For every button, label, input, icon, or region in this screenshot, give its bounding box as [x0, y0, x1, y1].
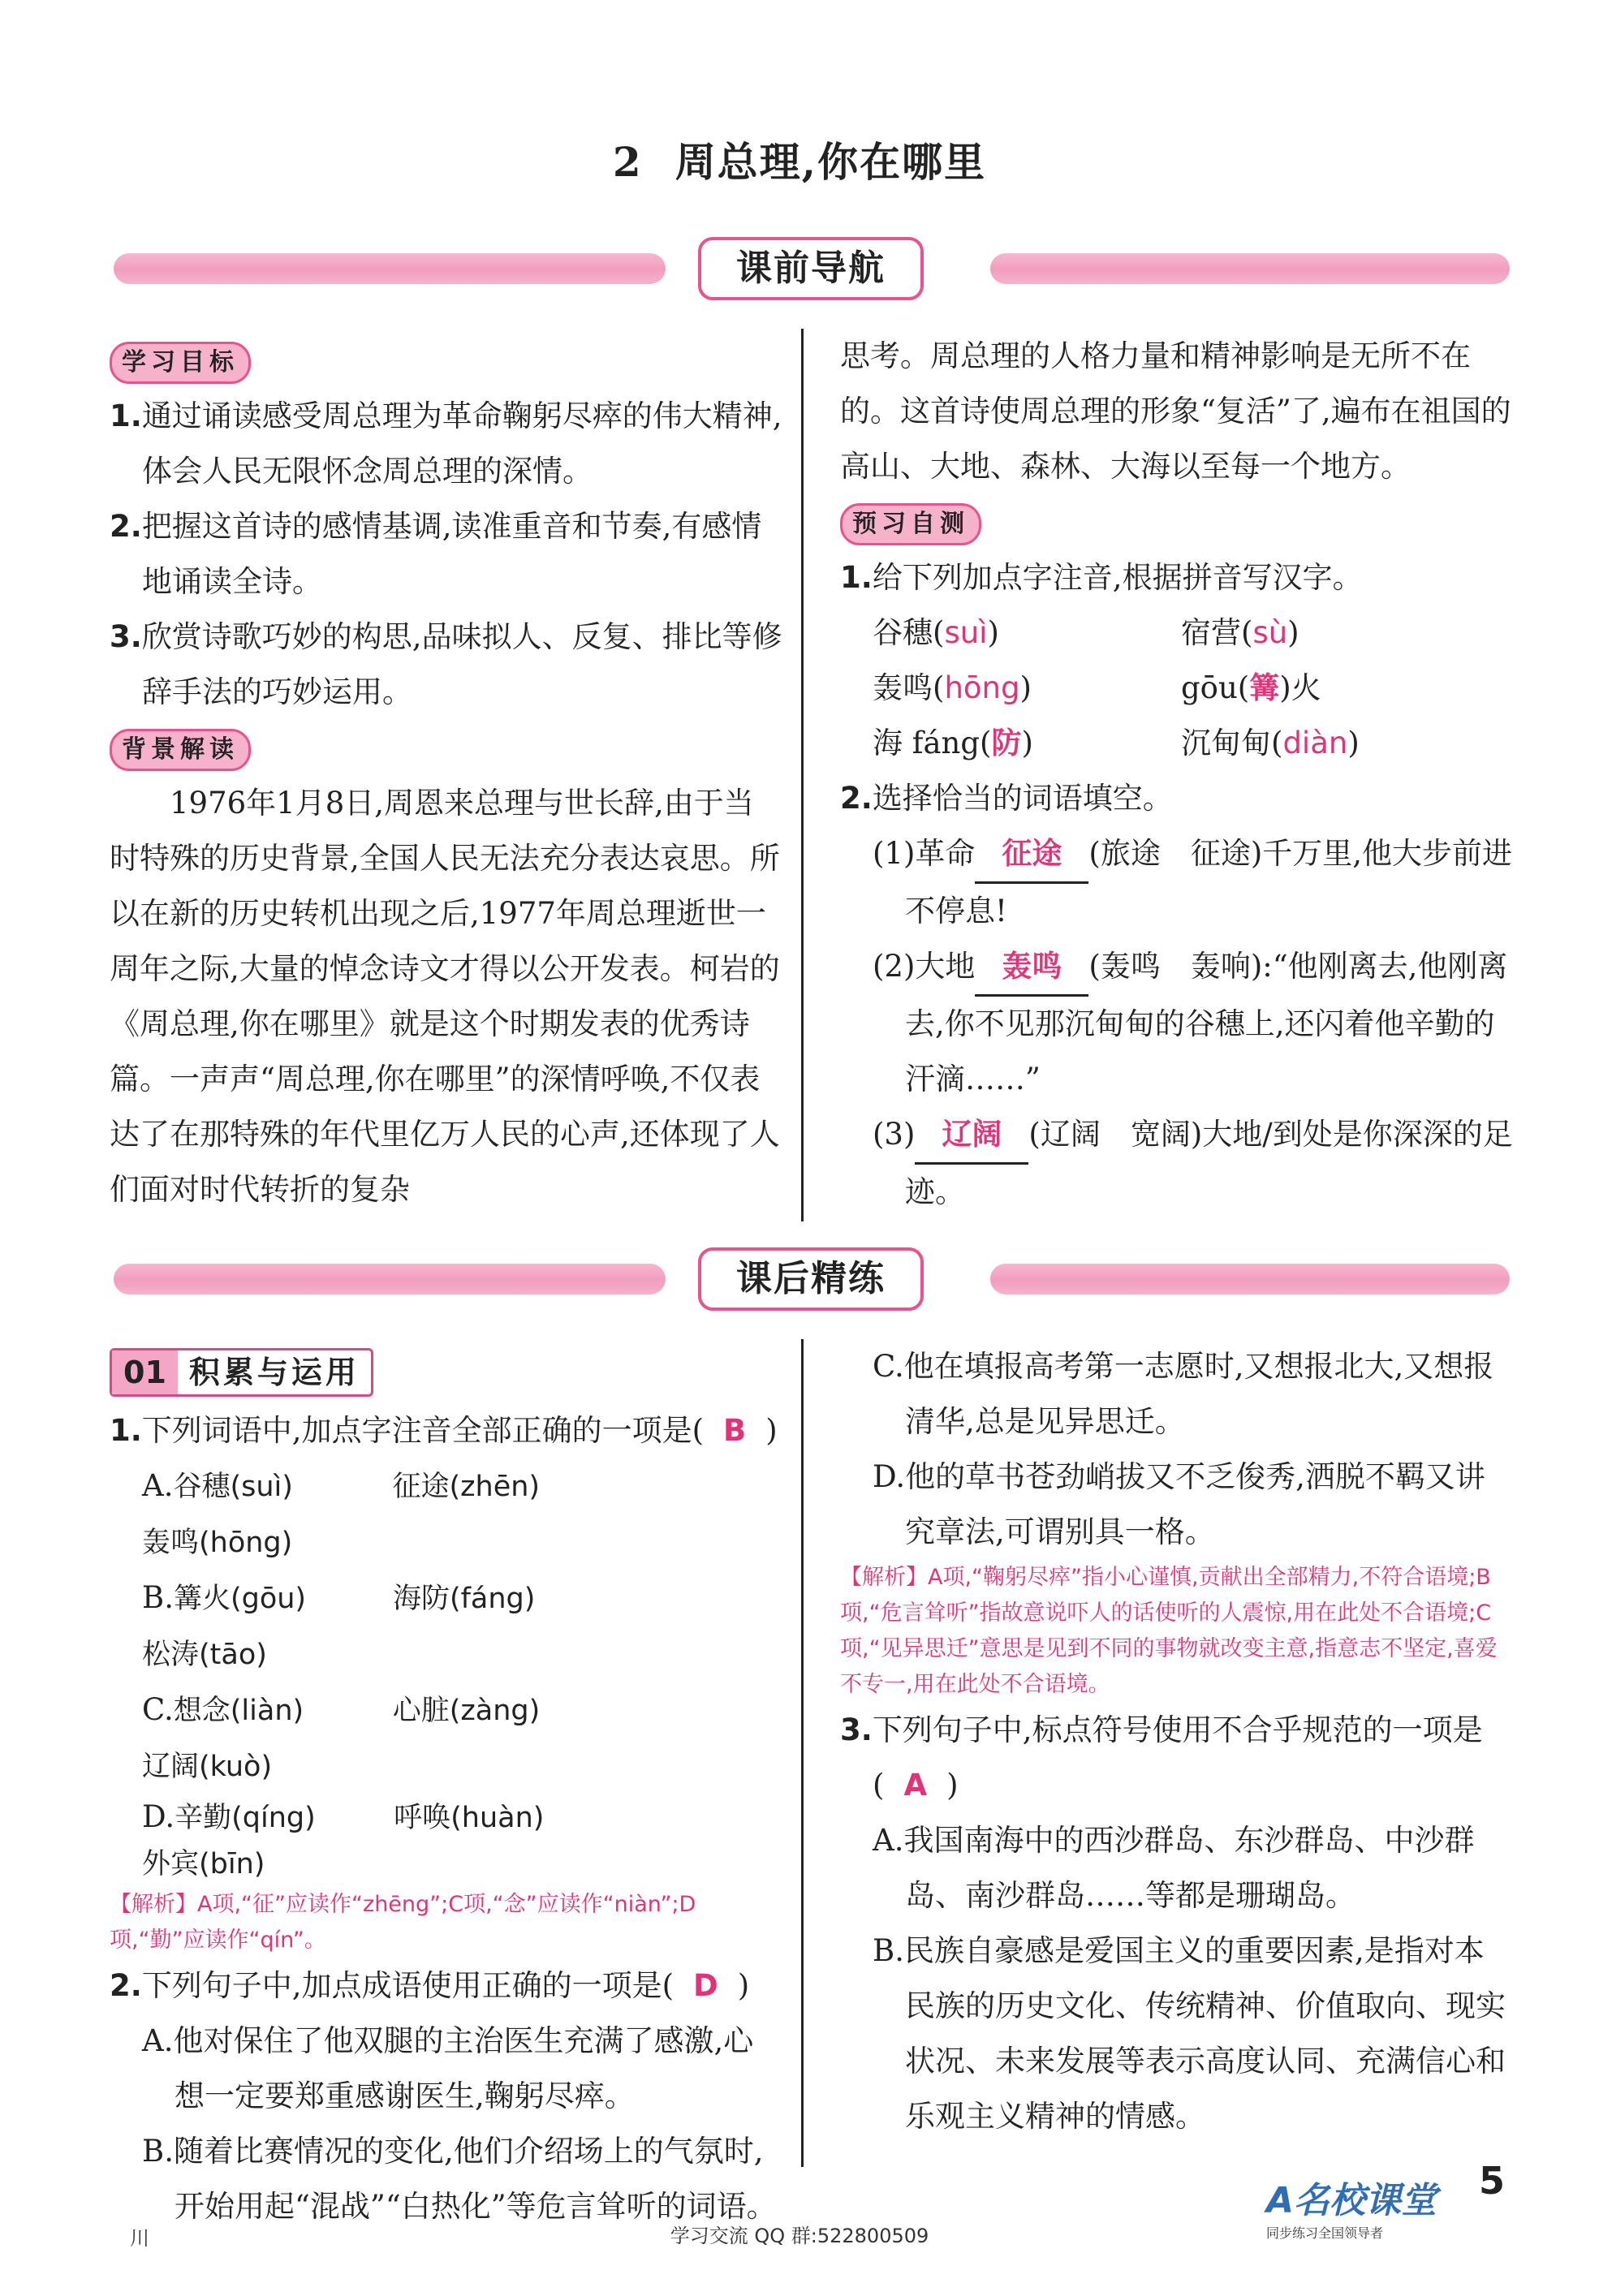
option-item: A.我国南海中的西沙群岛、东沙群岛、中沙群岛、南沙群岛……等都是珊瑚岛。	[873, 1823, 1475, 1913]
pinyin-row	[840, 716, 1514, 771]
tag-preview-test: 预习自测	[840, 503, 981, 545]
question-2: 2.选择恰当的词语填空。	[840, 781, 1173, 816]
section-heading: 01 积累与运用	[110, 1348, 373, 1397]
pinyin-row	[840, 605, 1514, 661]
fill-item: (1)革命 征途 (旅途 征途)千万里,他大步前进不停息!	[840, 826, 1514, 939]
option-row: D.辛勤(qíng) 呼唤(huàn)外宾(bīn)	[142, 1799, 545, 1880]
pinyin-item: 沉甸甸(diàn)	[1181, 726, 1360, 760]
left-column-bottom	[110, 1343, 783, 2234]
option-item: C.他在填报高考第一志愿时,又想报北大,又想报清华,总是见异思迁。	[873, 1349, 1494, 1439]
lesson-title: 周总理,你在哪里	[675, 138, 987, 186]
banner-pre-class	[114, 243, 1510, 292]
pinyin-item: 轰鸣(hōng)	[873, 670, 1032, 705]
logo-text: A名校课堂	[1266, 2180, 1437, 2221]
option-row: A.谷穗(suì) 征途(zhēn)轰鸣(hōng)	[142, 1468, 541, 1559]
banner-bar-left	[114, 1264, 666, 1294]
tag-background: 背景解读	[110, 729, 251, 771]
option-item: B.民族自豪感是爱国主义的重要因素,是指对本民族的历史文化、传统精神、价值取向、现实状况、未来发展等表示高度认同、充满信心和乐观主义精神的情感。	[873, 1933, 1506, 2134]
pinyin-item: 谷穗(suì)	[873, 615, 999, 650]
banner-bar-left	[114, 253, 666, 284]
analysis-q1: 【解析】A项,“征”应读作“zhēng”;C项,“念”应读作“niàn”;D项,“勤”应读作“qín”。	[110, 1892, 696, 1953]
footer-left-mark: 川	[130, 2227, 149, 2250]
option-row: B.篝火(gōu) 海防(fáng)松涛(tāo)	[142, 1580, 536, 1671]
question-1: 1.下列词语中,加点字注音全部正确的一项是( B )	[110, 1413, 778, 1448]
publisher-logo	[1266, 2171, 1461, 2241]
option-item: D.他的草书苍劲峭拔又不乏俊秀,洒脱不羁又讲究章法,可谓别具一格。	[873, 1459, 1485, 1549]
tag-learning-goals: 学习目标	[110, 342, 251, 384]
background-paragraph: 1976年1月8日,周恩来总理与世长辞,由于当时特殊的历史背景,全国人民无法充分表达哀思。所以在新的历史转机出现之后,1977年周总理逝世一周年之际,大量的悼念诗文才得以公开发表。柯岩的《周总理,你在哪里》就是这个时期发表的优秀诗篇。一声声“周总理,你在哪里”的深情呼唤,不仅表达了在那特殊的年代里亿万人民的心声,还体现了人们面对时代转折的复杂	[110, 786, 780, 1207]
fill-item: (3) 辽阔 (辽阔 宽阔)大地/到处是你深深的足迹。	[840, 1107, 1514, 1220]
banner-bar-right	[990, 253, 1510, 284]
goal-item: 3.欣赏诗歌巧妙的构思,品味拟人、反复、排比等修辞手法的巧妙运用。	[110, 619, 782, 709]
option-item: A.他对保住了他双腿的主治医生充满了感激,心想一定要郑重感谢医生,鞠躬尽瘁。	[142, 2023, 754, 2113]
question-3: 3.下列句子中,标点符号使用不合乎规范的一项是( A )	[840, 1712, 1483, 1803]
goal-item: 1.通过诵读感受周总理为革命鞠躬尽瘁的伟大精神,体会人民无限怀念周总理的深情。	[110, 398, 782, 489]
footer-qq-group: 学习交流 QQ 群:522800509	[670, 2225, 929, 2247]
page-title	[0, 130, 1599, 188]
fill-item: (2)大地 轰鸣 (轰鸣 轰响):“他刚离去,他刚离去,你不见那沉甸甸的谷穗上,还闪着他辛勤的汗滴……”	[840, 939, 1514, 1107]
logo-subtitle: 同步练习全国领导者	[1266, 2225, 1384, 2241]
background-continued: 思考。周总理的人格力量和精神影响是无所不在的。这首诗使周总理的形象“复活”了,遍布在祖国的高山、大地、森林、大海以至每一个地方。	[840, 338, 1511, 484]
banner-label: 课前导航	[698, 237, 924, 300]
left-column-top	[110, 333, 783, 1217]
goal-item: 2.把握这首诗的感情基调,读准重音和节奏,有感情地诵读全诗。	[110, 509, 762, 599]
pinyin-item: gōu(篝)火	[1181, 670, 1321, 705]
option-item: B.随着比赛情况的变化,他们介绍场上的气氛时,开始用起“混战”“白热化”等危言耸听的词语。	[142, 2134, 777, 2224]
banner-label: 课后精练	[698, 1247, 924, 1311]
pinyin-item: 宿营(sù)	[1181, 615, 1299, 650]
option-row: C.想念(liàn) 心脏(zàng)辽阔(kuò)	[142, 1692, 541, 1783]
page-number: 5	[1479, 2159, 1506, 2203]
banner-post-class	[114, 1254, 1510, 1303]
column-divider-bottom	[801, 1339, 804, 2167]
pinyin-item: 海 fáng(防)	[873, 726, 1033, 760]
question-2: 2.下列句子中,加点成语使用正确的一项是( D )	[110, 1968, 750, 2003]
analysis-q2: 【解析】A项,“鞠躬尽瘁”指小心谨慎,贡献出全部精力,不符合语境;B项,“危言耸听”指故意说吓人的话使听的人震惊,用在此处不合语境;C项,“见异思迁”意思是见到不同的事物就改变主意,指意志不坚定,喜爱不专一,用在此处不合语境。	[840, 1565, 1498, 1697]
pinyin-row	[840, 661, 1514, 716]
right-column-bottom	[840, 1339, 1514, 2144]
right-column-top	[840, 329, 1514, 1220]
banner-bar-right	[990, 1264, 1510, 1294]
column-divider-top	[801, 329, 804, 1221]
lesson-number: 2	[612, 138, 643, 186]
question-1: 1.给下列加点字注音,根据拼音写汉字。	[840, 560, 1363, 595]
